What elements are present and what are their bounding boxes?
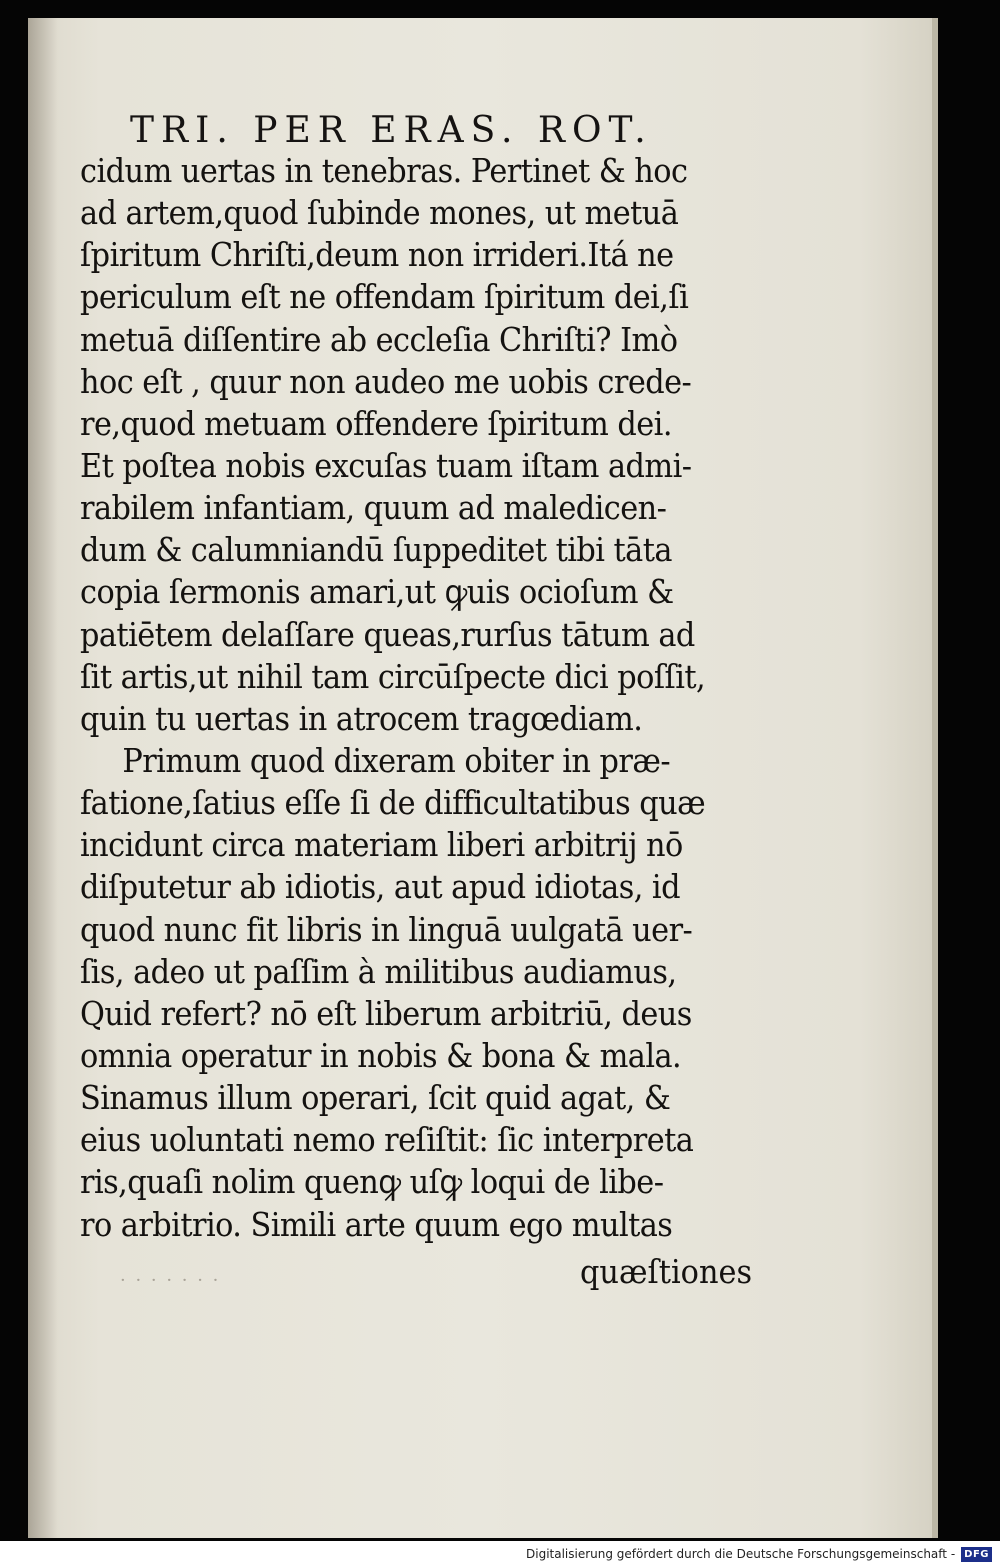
text-line: patiētem delaſſare queas,rurſus tātum ad	[80, 614, 695, 654]
text-line: quin tu uertas in atrocem tragœdiam.	[80, 698, 643, 738]
text-line: copia ſermonis amari,ut ꝙuis ocioſum &	[80, 572, 674, 612]
text-line: dum & calumniandū ſuppeditet tibi tāta	[80, 530, 672, 570]
text-line: cidum uertas in tenebras. Pertinet & hoc	[80, 151, 688, 190]
text-line: fatione,ſatius eſſe ſi de difficultatibus quæ	[80, 783, 706, 823]
dfg-logo: DFG	[961, 1547, 992, 1562]
text-line: eius uoluntati nemo reſiſtit: ſic interpreta	[80, 1120, 694, 1160]
text-line: ro arbitrio. Simili arte quum ego multas	[80, 1204, 673, 1244]
text-line: incidunt circa materiam liberi arbitrij nō	[80, 825, 683, 865]
text-line: omnia operatur in nobis & bona & mala.	[80, 1035, 682, 1075]
text-block	[80, 150, 760, 1246]
text-line: ſpiritum Chriſti,deum non irrideri.Itá ne	[80, 235, 674, 275]
text-line: ſis, adeo ut paſſim à militibus audiamus,	[80, 951, 677, 991]
text-line: quod nunc fit libris in linguā uulgatā uer-	[80, 909, 693, 949]
footer-bar	[0, 1541, 1000, 1567]
text-line: ad artem,quod ſubinde mones, ut metuā	[80, 193, 679, 233]
text-line: re,quod metuam offendere ſpiritum dei.	[80, 403, 672, 443]
catchword: quæſtiones	[580, 1252, 753, 1291]
text-line: Sinamus illum operari, ſcit quid agat, &	[80, 1078, 671, 1118]
text-line: diſputetur ab idiotis, aut apud idiotas, id	[80, 867, 680, 907]
text-line: ris,quaſi nolim quenꝙ uſꝙ loqui de libe-	[80, 1162, 664, 1202]
book-page	[28, 18, 938, 1538]
running-head: TRI. PER ERAS. ROT.	[130, 110, 653, 151]
text-line: periculum eſt ne offendam ſpiritum dei,ſi	[80, 277, 689, 317]
text-line: hoc eſt , quur non audeo me uobis crede-	[80, 361, 692, 401]
text-line: Quid refert? nō eſt liberum arbitriū, deus	[80, 993, 692, 1033]
text-line: ſit artis,ut nihil tam circūſpecte dici poſſit,	[80, 656, 706, 696]
text-line: Et poſtea nobis excuſas tuam iſtam admi-	[80, 445, 692, 485]
text-line: Primum quod dixeram obiter in præ-	[122, 740, 671, 780]
text-line: rabilem infantiam, quum ad maledicen-	[80, 488, 667, 528]
funding-notice: Digitalisierung gefördert durch die Deutsche Forschungsgemeinschaft -	[526, 1547, 956, 1561]
spine-shadow	[28, 18, 58, 1538]
text-line: metuā diſſentire ab eccleſia Chriſti? Imò	[80, 319, 678, 359]
faint-print-mark: · · · · · · ·	[120, 1270, 221, 1291]
